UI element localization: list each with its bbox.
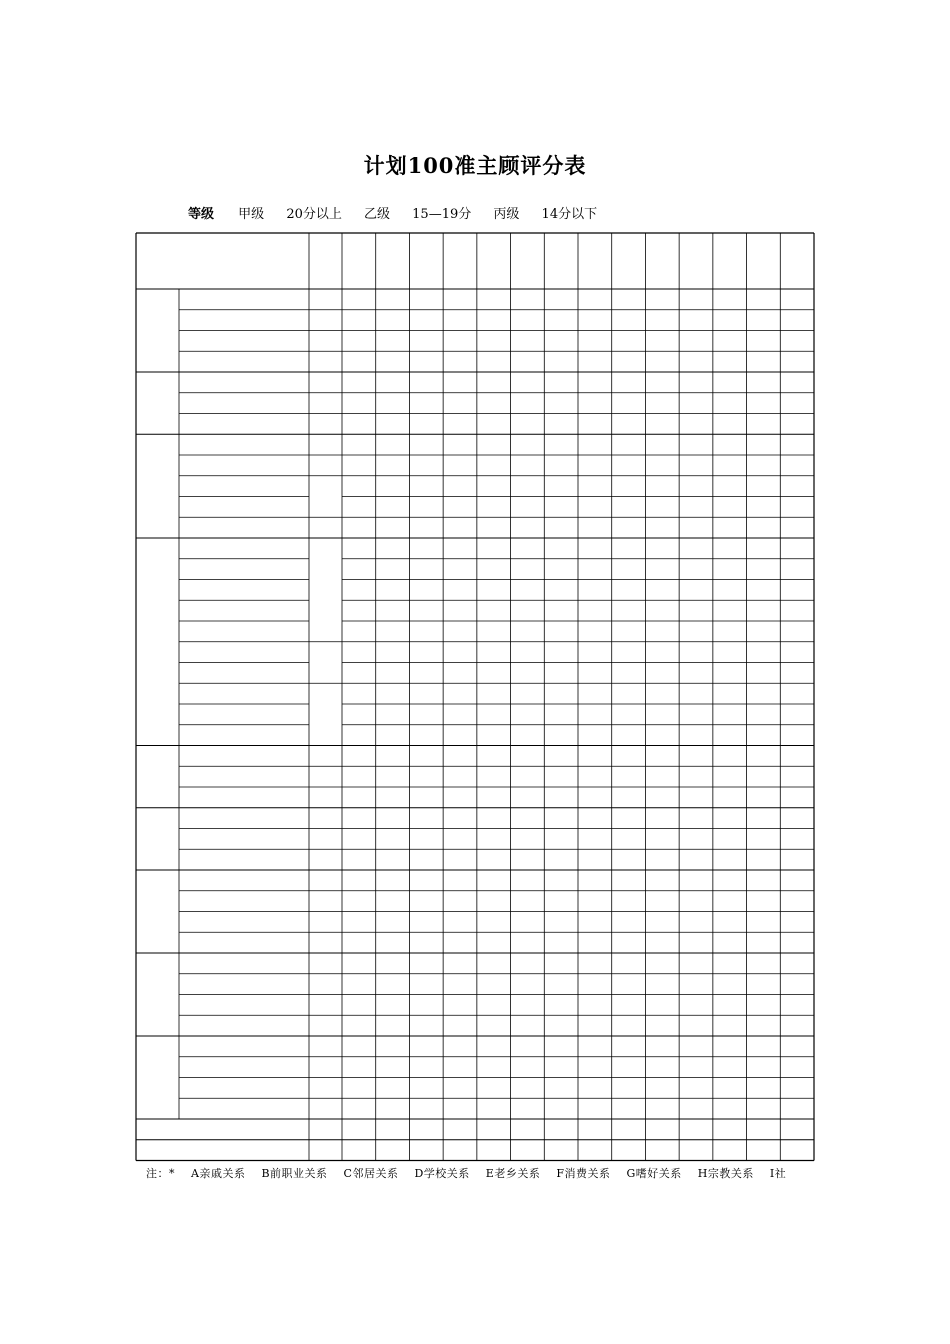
category-label: [147, 874, 167, 953]
category-label: [147, 750, 167, 808]
footnote-item: B前职业关系: [261, 1167, 328, 1180]
footnote: [146, 1165, 798, 1181]
footnote-item: G嗜好关系: [626, 1167, 682, 1180]
grade-b-range: 15—19分: [412, 207, 472, 222]
category-label: [147, 306, 167, 385]
grade-b-label: 乙级: [364, 207, 391, 222]
footnote-item: D学校关系: [414, 1167, 470, 1180]
category-label: [147, 378, 167, 436]
page-title: 计划100准主顾评分表: [363, 153, 587, 178]
grade-c-range: 14分以下: [541, 207, 598, 222]
category-label: [147, 957, 167, 1036]
grade-a-label: 甲级: [238, 207, 265, 222]
footnote-item: H宗教关系: [697, 1167, 754, 1180]
category-label: [147, 1040, 167, 1119]
footnote-item: I社: [769, 1167, 787, 1180]
footnote-item: C邻居关系: [343, 1167, 399, 1180]
footnote-prefix: 注：*: [146, 1167, 175, 1180]
footnote-item: A亲戚关系: [191, 1167, 246, 1180]
grade-c-label: 丙级: [493, 207, 520, 222]
grade-a-range: 20分以上: [286, 207, 342, 222]
category-label: [147, 449, 167, 549]
grade-legend-label: 等级: [188, 207, 215, 222]
footnote-item: F消费关系: [556, 1167, 611, 1180]
footnote-item: E老乡关系: [485, 1167, 541, 1180]
category-label: [147, 812, 167, 870]
